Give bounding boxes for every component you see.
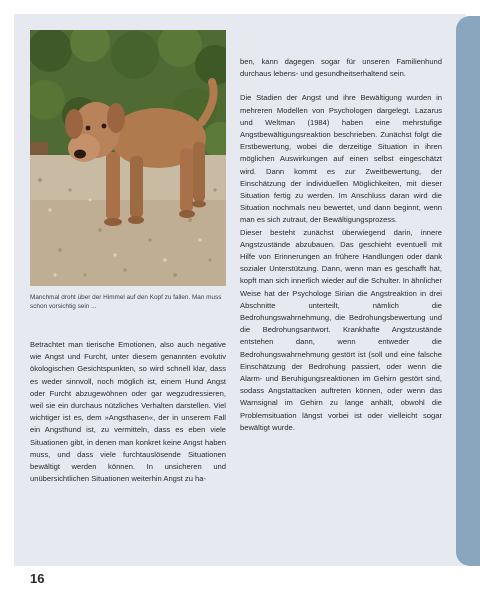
page-number: 16 bbox=[30, 571, 45, 586]
paragraph: Die Stadien der Angst und ihre Bewältigung wurden in mehreren Modellen von Psychologen dargelegt. Lazarus und Weltman (1984) haben eine mehrstufige Angstbewältigungsreaktion beschrieben. Zunächst folgt die Erstbewertung, wobei die derzeitige Situation in ihren möglichen Auswirkungen auf einen selbst eingeschätzt wird. Dann kommt es zur Zweitbewertung, der Einschätzung der individuellen Möglichkeiten, mit dieser Situation fertig zu werden. Im Anschluss daran wird die Situation nochmals neu bewertet, und dann beginnt, wenn man es sich zutraut, der Bewältigungsprozess. bbox=[240, 93, 442, 225]
paragraph: Betrachtet man tierische Emotionen, also auch negative wie Angst und Furcht, unter diesem genannten evolutiv ökologischen Gesichtspunkten, so wird schnell klar, dass es weder sinnvoll, noch möglich ist, einem Hund Angst oder Furcht abzugewöhnen oder gar wegzudressieren, weil sie ein durchaus nützliches Verhalten darstellen. Viel wichtiger ist es, dem »Angsthasen«, der in unserem Fall ein Angsthund ist, zu vermitteln, dass es eben viele Situationen gibt, in denen man konkret keine Angst haben muss, und dass viele furchtauslösende Situationen bewältigt werden können. In unsicheren und unübersichtlichen Situationen weiterhin Angst zu ha- bbox=[30, 340, 226, 484]
chapter-side-tab bbox=[456, 16, 480, 566]
left-text-column bbox=[30, 339, 226, 485]
paragraph: Dieser besteht zunächst überwiegend darin, innere Angstzustände abzubauen. Das geschieht eventuell mit Hilfe von Erinnerungen an frühere Handlungen oder dank sozialer Unterstützung. Dann, wenn man es geschafft hat, kopft man sich innerlich wieder auf die Schulter. In ähnlicher Weise hat der Psychologe Sirian die Angstreaktion in drei Abschnitte unterteilt, nämlich die Bedrohungswahrnehmung, die Bedrohungsbewertung und die Bedrohungsantwort. Krankhafte Angstzustände entstehen dann, wenn entweder die Bedrohungswahrnehmung gestört ist (soll und eine falsche Einschätzung der Bedrohung passiert, oder wenn die Alarm- und Beruhigungsreaktionen im Gehirn gestört sind, sodass Angstattacken auftreten können, oder wenn das Warnsignal im Gehirn zu lange anhält, obwohl die Problemsituation längst vorbei ist oder vielleicht sogar bewältigt wurde. bbox=[240, 227, 442, 432]
right-text-column bbox=[240, 56, 442, 434]
dog-photo bbox=[30, 30, 226, 286]
paragraph: ben, kann dagegen sogar für unseren Familienhund durchaus lebens- und gesundheitserhaltend sein. bbox=[240, 57, 442, 79]
photo-caption: Manchmal droht über der Himmel auf den Kopf zu fallen. Man muss schon vorsichtig sein ... bbox=[30, 294, 222, 310]
